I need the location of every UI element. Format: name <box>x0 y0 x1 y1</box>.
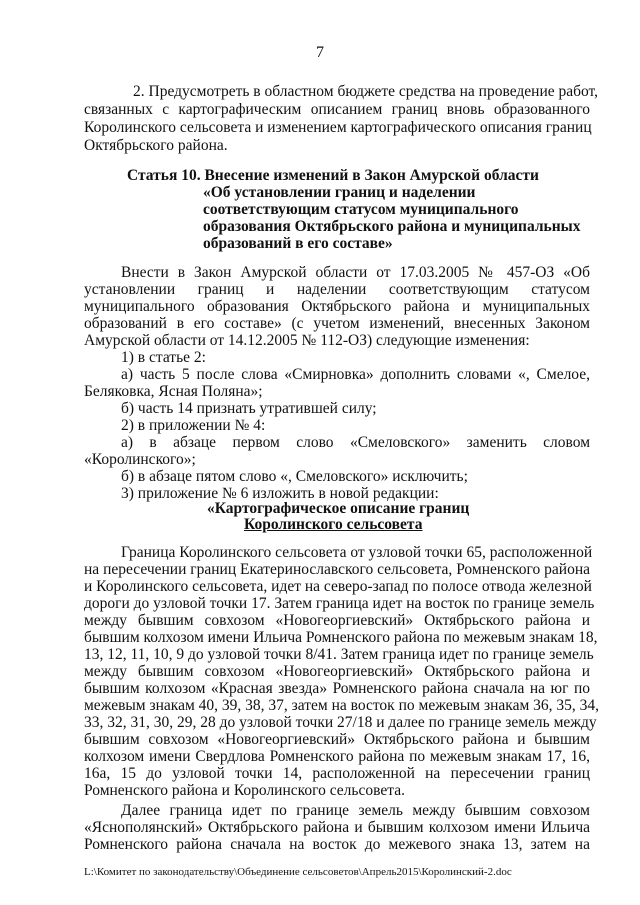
boundary-line-14: 16а, 15 до узловой точки 14, расположенной на пересечении границ <box>84 765 590 782</box>
further-line-1: Далее граница идет по границе земель между бывшим совхозом <box>121 802 590 819</box>
intro-line-4: образований в его составе» (с учетом изменений, внесенных Законом <box>84 315 590 332</box>
boundary-line-6: бывшим колхозом имени Ильича Ромненского района по межевым знакам 18, <box>84 629 598 646</box>
item-1b: б) часть 14 признать утратившей силу; <box>121 400 377 417</box>
appendix-title-line-2: Королинского сельсовета <box>244 516 423 533</box>
article10-title-line-3: соответствующим статусом муниципального <box>203 201 519 218</box>
further-line-3: Ромненского района сначала на восток до межевого знака 13, затем на <box>84 836 590 853</box>
item-1a-line-1: а) часть 5 после слова «Смирновка» дополнить словами «, Смелое, <box>121 366 590 383</box>
boundary-line-13: колхозом имени Свердлова Ромненского района по межевым знакам 17, 16, <box>84 748 590 765</box>
intro-line-2: установлении границ и наделении соответствующим статусом <box>84 281 590 298</box>
boundary-line-11: 33, 32, 31, 30, 29, 28 до узловой точки 27/18 и далее по границе земель между <box>84 714 597 731</box>
boundary-line-3: и Королинского сельсовета, идет на северо-запад по полосе отвода железной <box>84 578 592 595</box>
para2-line-4: Октябрьского района. <box>84 137 228 154</box>
boundary-line-8: между бывшим совхозом «Новогеоргиевский» Октябрьского района и <box>84 663 590 680</box>
article10-title-line-5: образований в его составе» <box>203 235 393 252</box>
item-2: 2) в приложении № 4: <box>121 417 266 434</box>
item-1: 1) в статье 2: <box>121 349 206 366</box>
article10-title-line-1: Статья 10. Внесение изменений в Закон Амурской области <box>127 167 539 184</box>
item-2a-line-2: «Королинского»; <box>84 451 196 468</box>
article10-title-line-2: «Об установлении границ и наделении <box>203 184 476 201</box>
boundary-line-9: бывшим колхозом «Красная звезда» Ромненского района сначала на юг по <box>84 680 590 697</box>
boundary-line-7: 13, 12, 11, 10, 9 до узловой точки 8/41. Затем граница идет по границе земель <box>84 646 594 663</box>
intro-line-1: Внести в Закон Амурской области от 17.03.2005 № 457-ОЗ «Об <box>121 264 590 281</box>
para2-line-3: Королинского сельсовета и изменением картографического описания границ <box>84 119 592 136</box>
footer-file-path: L:\Комитет по законодательству\Объединение сельсоветов\Апрель2015\Королинский-2.doc <box>84 866 512 878</box>
appendix-title-line-1: «Картографическое описание границ <box>207 500 470 517</box>
boundary-line-4: дороги до узловой точки 17. Затем граница идет на восток по границе земель <box>84 595 595 612</box>
further-line-2: «Яснополянский» Октябрьского района и бывшим колхозом имени Ильича <box>84 819 590 836</box>
boundary-line-12: бывшим совхозом «Новогеоргиевский» Октябрьского района и бывшим <box>84 731 590 748</box>
item-1a-line-2: Беляковка, Ясная Поляна»; <box>84 383 263 400</box>
item-2b: б) в абзаце пятом слово «, Смеловского» исключить; <box>121 468 468 485</box>
para2-line-2: связанных с картографическим описанием границ вновь образованного <box>84 101 590 118</box>
boundary-line-1: Граница Королинского сельсовета от узловой точки 65, расположенной <box>121 544 593 561</box>
boundary-line-2: на пересечении границ Екатеринославского сельсовета, Ромненского района <box>84 561 590 578</box>
boundary-line-15: Ромненского района и Королинского сельсовета. <box>84 782 405 799</box>
boundary-line-5: между бывшим совхозом «Новогеоргиевский» Октябрьского района и <box>84 612 590 629</box>
item-3: 3) приложение № 6 изложить в новой редакции: <box>121 485 439 502</box>
intro-line-3: муниципального образования Октябрьского района и муниципальных <box>84 298 590 315</box>
boundary-line-10: межевым знакам 40, 39, 38, 37, затем на восток по межевым знакам 36, 35, 34, <box>84 697 600 714</box>
intro-line-5: Амурской области от 14.12.2005 № 112-ОЗ) следующие изменения: <box>84 332 530 349</box>
para2-line-1: 2. Предусмотреть в областном бюджете средства на проведение работ, <box>133 83 599 100</box>
article10-title-line-4: образования Октябрьского района и муниципальных <box>203 218 581 235</box>
page-number: 7 <box>316 44 324 61</box>
item-2a-line-1: а) в абзаце первом слово «Смеловского» заменить словом <box>121 434 590 451</box>
